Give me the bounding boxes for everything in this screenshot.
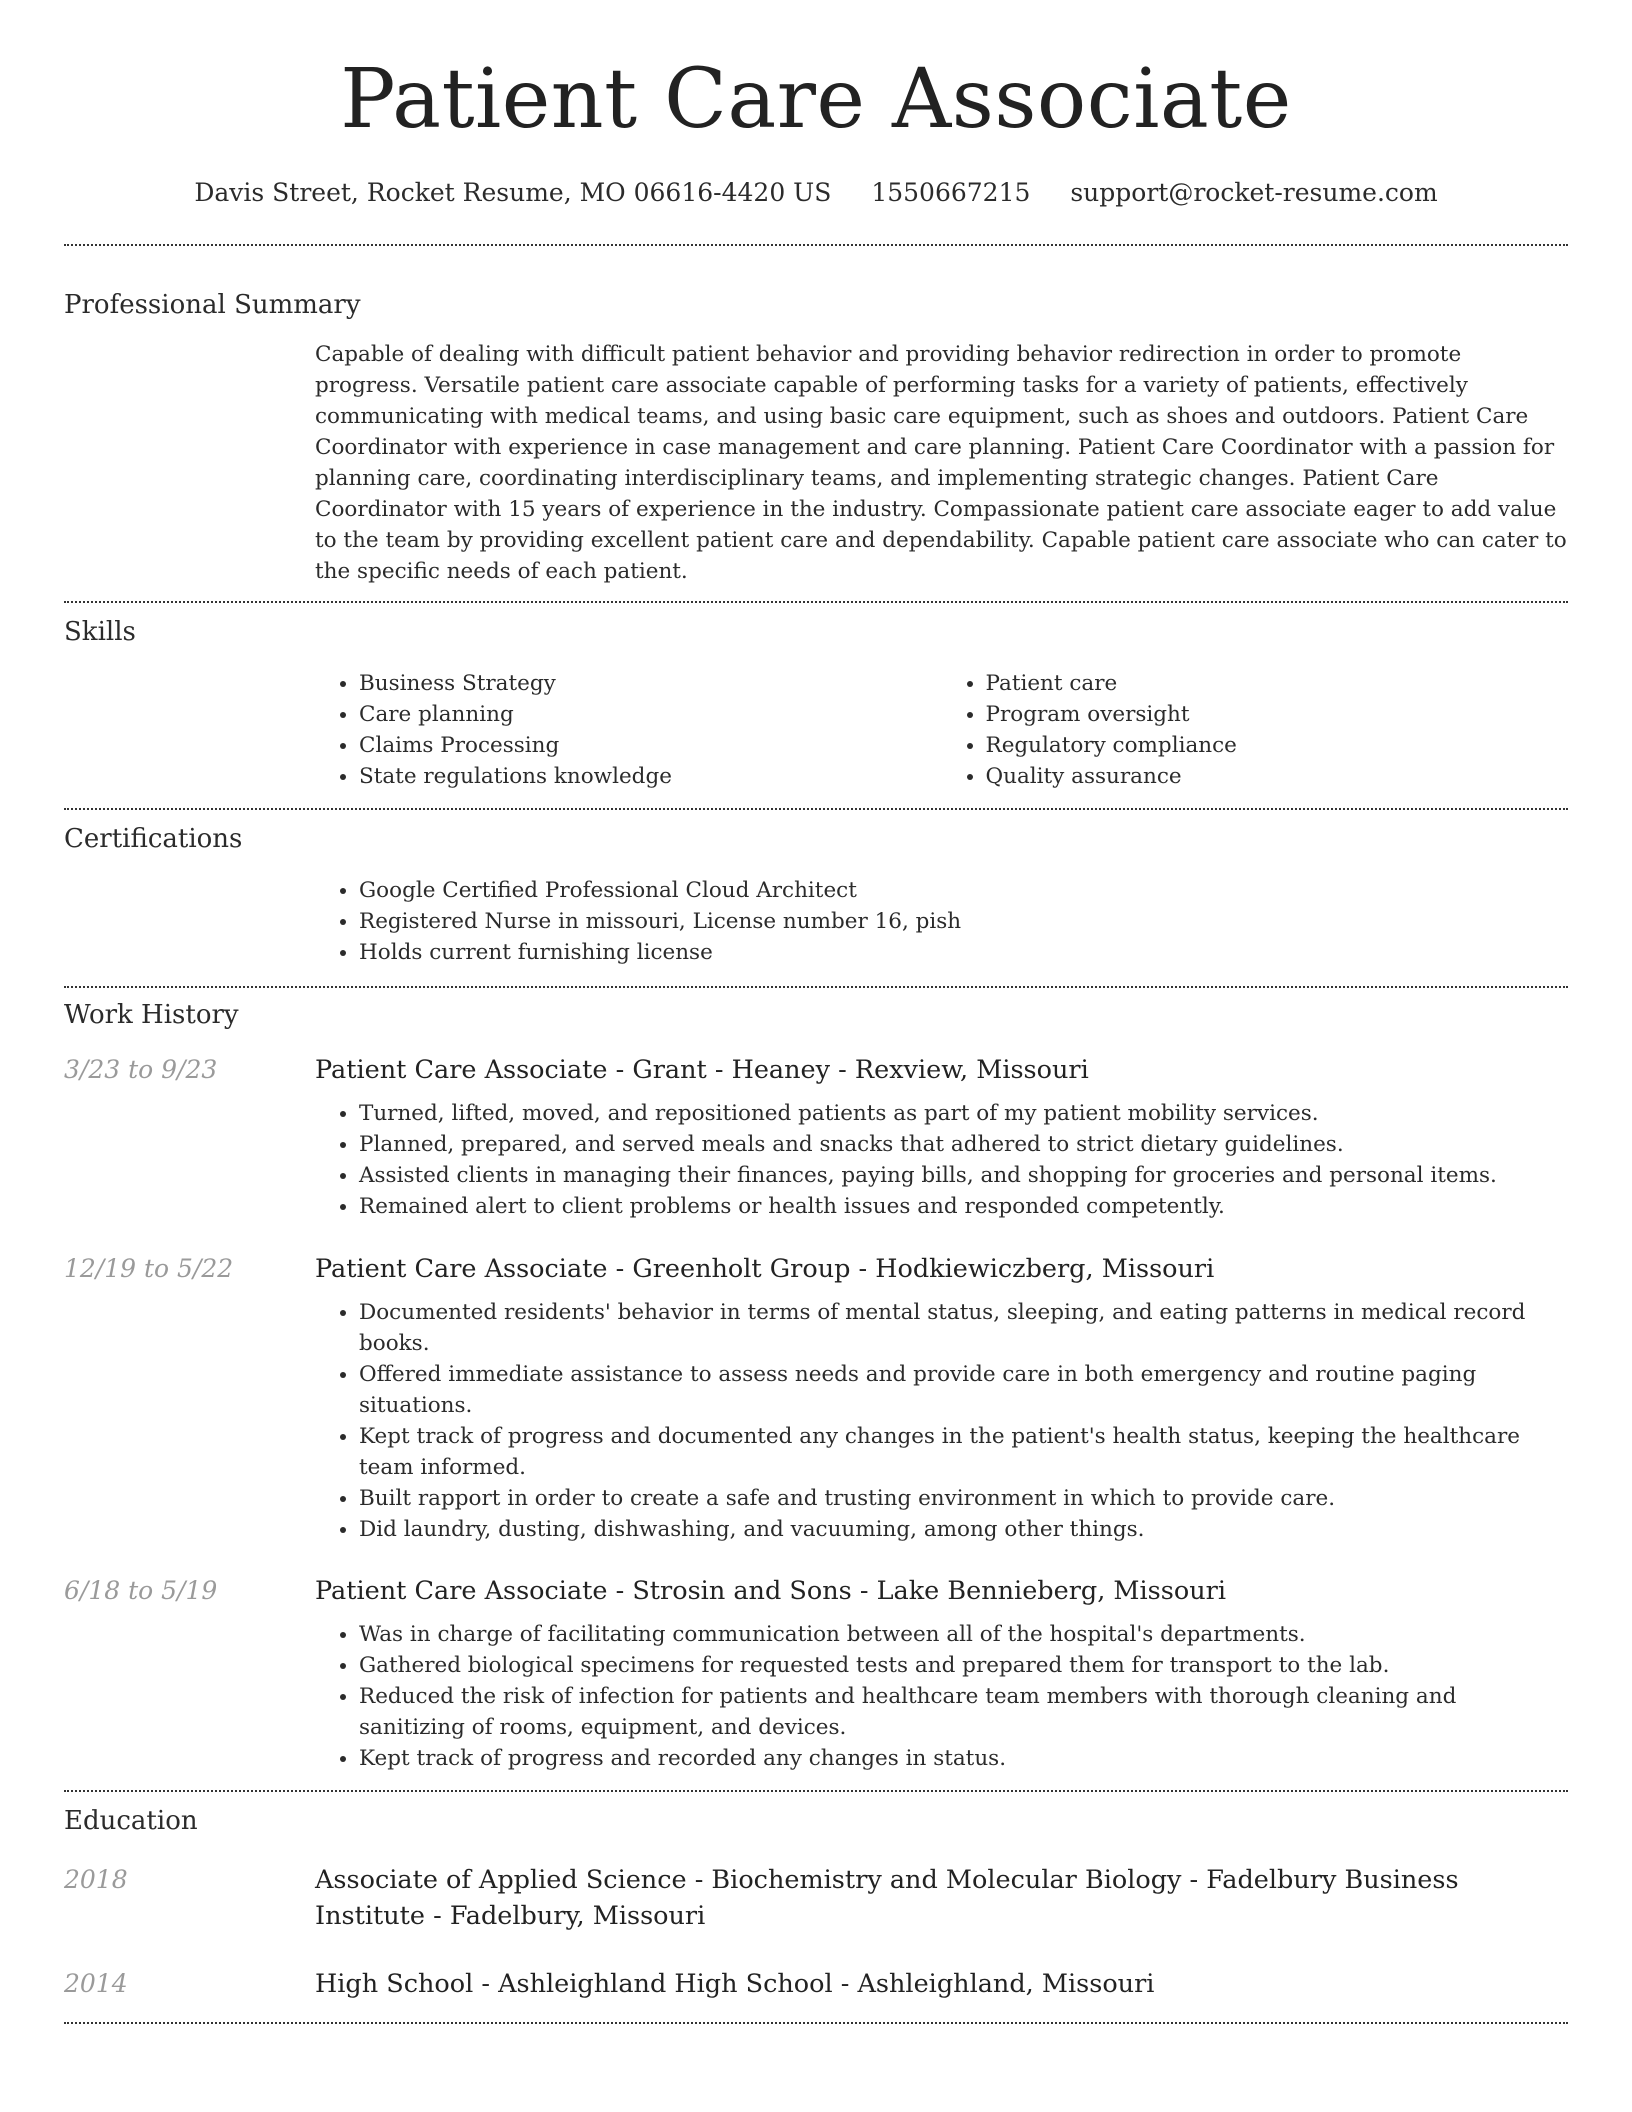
contact-email: support@rocket-resume.com (1070, 178, 1438, 207)
job-bullet: • Did laundry, dusting, dishwashing, and vacuuming, among other things. (359, 1514, 1568, 1545)
section-divider (64, 2022, 1568, 2024)
job-bullet: • Built rapport in order to create a safe and trusting environment in which to provide care. (359, 1483, 1568, 1514)
job-body (315, 1251, 1568, 1545)
education-title-line: High School - Ashleighland High School - Ashleighland, Missouri (315, 1969, 1155, 1999)
job-entry (64, 1052, 1568, 1222)
job-bullets (315, 1297, 1568, 1545)
education-section (64, 1792, 1568, 2002)
certifications-list (315, 875, 1568, 968)
certification-item: • Registered Nurse in missouri, License number 16, pish (359, 906, 1568, 937)
skill-item: • Patient care (986, 668, 1569, 699)
skills-grid (315, 668, 1568, 792)
job-entry (64, 1573, 1568, 1774)
job-date: 6/18 to 5/19 (64, 1576, 218, 1605)
skill-item: • Care planning (359, 699, 942, 730)
education-entry (64, 1966, 1568, 2002)
job-bullets (315, 1098, 1568, 1222)
contact-phone: 1550667215 (871, 178, 1031, 207)
job-bullet: • Gathered biological specimens for requested tests and prepared them for transport to the lab. (359, 1650, 1568, 1681)
summary-title: Professional Summary (64, 290, 361, 320)
skills-list-right (942, 668, 1569, 792)
skill-item: • Program oversight (986, 699, 1569, 730)
work-section (64, 988, 1568, 1774)
job-date: 12/19 to 5/22 (64, 1254, 234, 1283)
education-body (315, 1966, 1568, 2002)
education-body (315, 1862, 1568, 1934)
education-entry (64, 1862, 1568, 1934)
job-date: 3/23 to 9/23 (64, 1055, 218, 1084)
job-bullet: • Remained alert to client problems or health issues and responded competently. (359, 1191, 1568, 1222)
job-bullet: • Was in charge of facilitating communication between all of the hospital's departments. (359, 1619, 1568, 1650)
skill-item: • Business Strategy (359, 668, 942, 699)
job-entry (64, 1251, 1568, 1545)
skill-item: • Quality assurance (986, 761, 1569, 792)
skill-item: • State regulations knowledge (359, 761, 942, 792)
contact-line (64, 176, 1568, 210)
job-body (315, 1052, 1568, 1222)
skills-title: Skills (64, 617, 136, 647)
job-bullet: • Reduced the risk of infection for patients and healthcare team members with thorough cleaning and sanitizing of rooms, equipment, and devices. (359, 1681, 1568, 1743)
job-bullet: • Documented residents' behavior in terms of mental status, sleeping, and eating patterns in medical record books. (359, 1297, 1568, 1359)
skill-item: • Claims Processing (359, 730, 942, 761)
job-bullet: • Assisted clients in managing their finances, paying bills, and shopping for groceries and personal items. (359, 1160, 1568, 1191)
certifications-title: Certifications (64, 824, 243, 854)
job-bullets (315, 1619, 1568, 1774)
summary-text: Capable of dealing with difficult patient behavior and providing behavior redirection in order to promote progress. Versatile patient care associate capable of performing tasks for a variety of patients, effectively communicating with medical teams, and using basic care equipment, such as shoes and outdoors. Patient Care Coordinator with experience in case management and care planning. Patient Care Coordinator with a passion for planning care, coordinating interdisciplinary teams, and implementing strategic changes. Patient Care Coordinator with 15 years of experience in the industry. Compassionate patient care associate eager to add value to the team by providing excellent patient care and dependability. Capable patient care associate who can cater to the specific needs of each patient. (315, 342, 1567, 584)
certifications-section (64, 810, 1568, 968)
certification-item: • Google Certified Professional Cloud Architect (359, 875, 1568, 906)
skills-list-left (315, 668, 942, 792)
skill-item: • Regulatory compliance (986, 730, 1569, 761)
job-bullet: • Turned, lifted, moved, and repositioned patients as part of my patient mobility services. (359, 1098, 1568, 1129)
job-title: Patient Care Associate - Strosin and Sons - Lake Bennieberg, Missouri (315, 1576, 1226, 1606)
education-date: 2018 (64, 1865, 128, 1894)
certifications-list-wrap (315, 875, 1568, 968)
contact-address: Davis Street, Rocket Resume, MO 06616-4420 US (194, 178, 832, 207)
job-title: Patient Care Associate - Grant - Heaney - Rexview, Missouri (315, 1055, 1089, 1085)
education-title: Education (64, 1806, 198, 1836)
job-bullet: • Planned, prepared, and served meals and snacks that adhered to strict dietary guidelines. (359, 1129, 1568, 1160)
education-title-line: Associate of Applied Science - Biochemistry and Molecular Biology - Fadelbury Business Institute - Fadelbury, Missouri (315, 1865, 1459, 1931)
job-bullet: • Offered immediate assistance to assess needs and provide care in both emergency and routine paging situations. (359, 1359, 1568, 1421)
skills-section (64, 603, 1568, 792)
job-title: Patient Care Associate - Greenholt Group - Hodkiewiczberg, Missouri (315, 1254, 1215, 1284)
resume-name: Patient Care Associate (340, 52, 1292, 147)
job-bullet: • Kept track of progress and documented any changes in the patient's health status, keeping the healthcare team informed. (359, 1421, 1568, 1483)
education-date: 2014 (64, 1969, 128, 1998)
job-body (315, 1573, 1568, 1774)
job-bullet: • Kept track of progress and recorded any changes in status. (359, 1743, 1568, 1774)
summary-section (64, 246, 1568, 587)
work-title: Work History (64, 1000, 239, 1030)
certification-item: • Holds current furnishing license (359, 937, 1568, 968)
